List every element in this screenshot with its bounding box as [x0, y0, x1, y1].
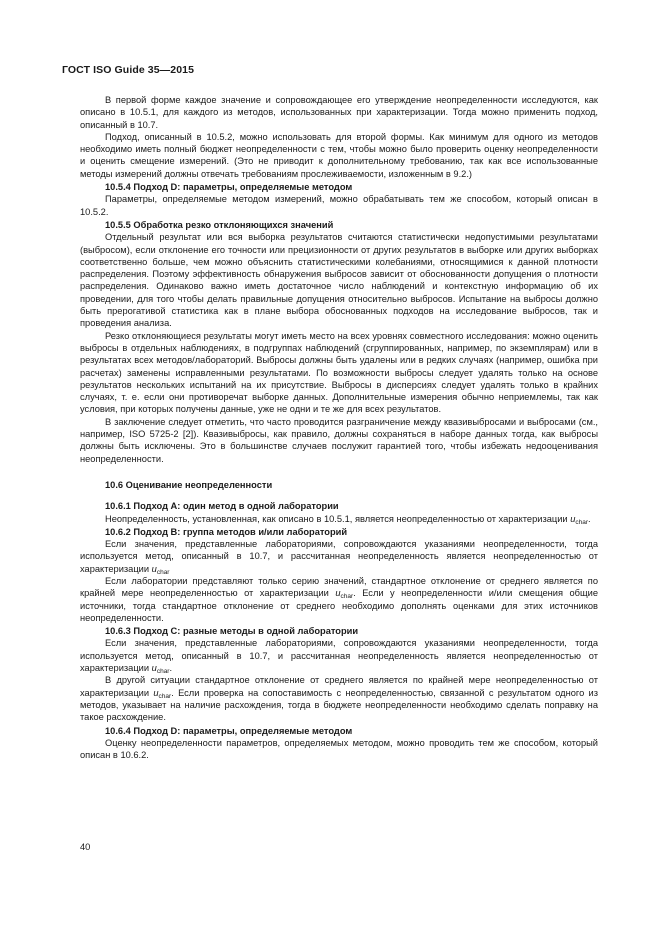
- paragraph: Отдельный результат или вся выборка результатов считаются статистически недопустимыми результатами (выбросом), если отклонение его точности или прецизионности от других результатов в выборке или других выборках соответственно больше, чем можно объяснить статистическими колебаниями, относящимися к данной плотности распределения. Поэтому эффективность обнаружения выбросов зависит от обоснованности допущения о плотности распределения. Одинаково важно иметь достаточное число наблюдений и контекстную информацию об их проведении, для того чтобы делать правильные допущения относительно выбросов. Испытание на выбросы должно быть прерогативой статистика как в плане выбора обоснованных подходов на исследование выбросов, так и проведения анализа.: [80, 232, 598, 329]
- subscript-char: char: [575, 518, 589, 526]
- document-header: ГОСТ ISO Guide 35—2015: [62, 64, 195, 76]
- paragraph: Параметры, определяемые методом измерений, можно обрабатывать тем же способом, который описан в 10.5.2.: [80, 194, 598, 217]
- paragraph: Если лаборатории представляют только серию значений, стандартное отклонение от среднего является по крайней мере неопределенностью от характеризации $u_{char}$. Если у неопределенности и/или смещения общие источники, тогда стандартное отклонение от среднего необходимо дополнять оценками для этих источников неопределенности.: [80, 575, 599, 623]
- paragraph: Если значения, представленные лабораториями, сопровождаются указаниями неопределенности, тогда используется метод, описанный в 10.7, и рассчитанная неопределенность является неопределенностью от характеризации $u_{char}$: [80, 539, 598, 576]
- page-number: 40: [80, 842, 91, 852]
- section-heading: 10.6.1 Подход А: один метод в одной лаборатории: [105, 501, 339, 512]
- paragraph: Если значения, представленные лабораториями, сопровождаются указаниями неопределенности, тогда используется метод, описанный в 10.7, и рассчитанная неопределенность является неопределенностью от характеризации $u_{char}$.: [80, 638, 598, 676]
- symbol-u: u: [570, 513, 576, 524]
- section-heading-major: 10.6 Оценивание неопределенности: [105, 479, 273, 490]
- paragraph: Резко отклоняющиеся результаты могут иметь место на всех уровнях совместного исследования: можно оценить выбросы в отдельных наблюдениях, в подгруппах наблюдений (сгруппированных, например, по экземплярам) или в результатах всех методов/лабораторий. Выбросы должны быть удалены или в редких случаях (например, ошибка при расчетах) заменены исправленными результатами. По возможности выбросы следует удалять только на основе результатов нескольких испытаний на их присутствие. Выбросы в дисперсиях следует удалять только в крайних случаях, т. е. если они противоречат выборке данных. Дополнительные измерения обычно неприемлемы, так как условия, при которых получены данные, уже не одни и те же для всех результатов.: [80, 330, 598, 415]
- section-heading: 10.6.4 Подход D: параметры, определяемые методом: [105, 725, 353, 736]
- paragraph: В другой ситуации стандартное отклонение от среднего является по крайней мере неопределенностью от характеризации $u_{char}$. Если проверка на сопоставимость с неопределенностью, связанной с результатом одного из методов, указывает на наличие расхождения, тогда в бюджете неопределенности необходимо сделать поправку на такое расхождение.: [80, 675, 598, 723]
- section-heading: 10.6.2 Подход В: группа методов и/или лабораторий: [105, 526, 348, 537]
- paragraph: Неопределенность, установленная, как описано в 10.5.1, является неопределенностью от характеризации $u_{char}$.: [105, 513, 591, 526]
- paragraph: Оценку неопределенности параметров, определяемых методом, можно проводить тем же способом, который описан в 10.6.2.: [80, 737, 598, 761]
- symbol-u: u: [153, 687, 159, 698]
- section-heading: 10.5.5 Обработка резко отклоняющихся значений: [105, 219, 334, 230]
- section-heading: 10.5.4 Подход D: параметры, определяемые методом: [105, 182, 353, 193]
- symbol-u: u: [151, 663, 157, 674]
- symbol-u: u: [151, 563, 157, 574]
- paragraph: В первой форме каждое значение и сопровождающее его утверждение неопределенности исследуются, как описано в 10.5.1, для каждого из методов, использованных при характеризации. Тогда можно применить подход, описанный в 10.7.: [80, 95, 598, 130]
- subscript-char: char: [156, 568, 170, 576]
- section-heading: 10.6.3 Подход С: разные методы в одной лаборатории: [105, 626, 359, 637]
- subscript-char: char: [158, 692, 172, 700]
- subscript-char: char: [156, 668, 170, 676]
- paragraph: В заключение следует отметить, что часто проводится разграничение между квазивыбросами и выбросами (см., например, ISO 5725-2 [2]). Квазивыбросы, как правило, должны сохраняться в наборе данных тогда, как выбросы должны быть исключены. Это в большинстве случаев послужит гарантией того, чтобы избежать недооценивания неопределенности.: [80, 416, 598, 464]
- symbol-u: u: [335, 588, 341, 599]
- subscript-char: char: [340, 593, 354, 601]
- paragraph: Подход, описанный в 10.5.2, можно использовать для второй формы. Как минимум для одного из методов необходимо иметь полный бюджет неопределенности с тем, чтобы можно было проверить оценку неопределенности и оценить смещение измерений. (Это не приводит к дополнительному требованию, так как все использованные методы измерений должны отвечать требованиям прослеживаемости, изложенным в 9.2.): [80, 131, 598, 179]
- document-body: [80, 94, 598, 761]
